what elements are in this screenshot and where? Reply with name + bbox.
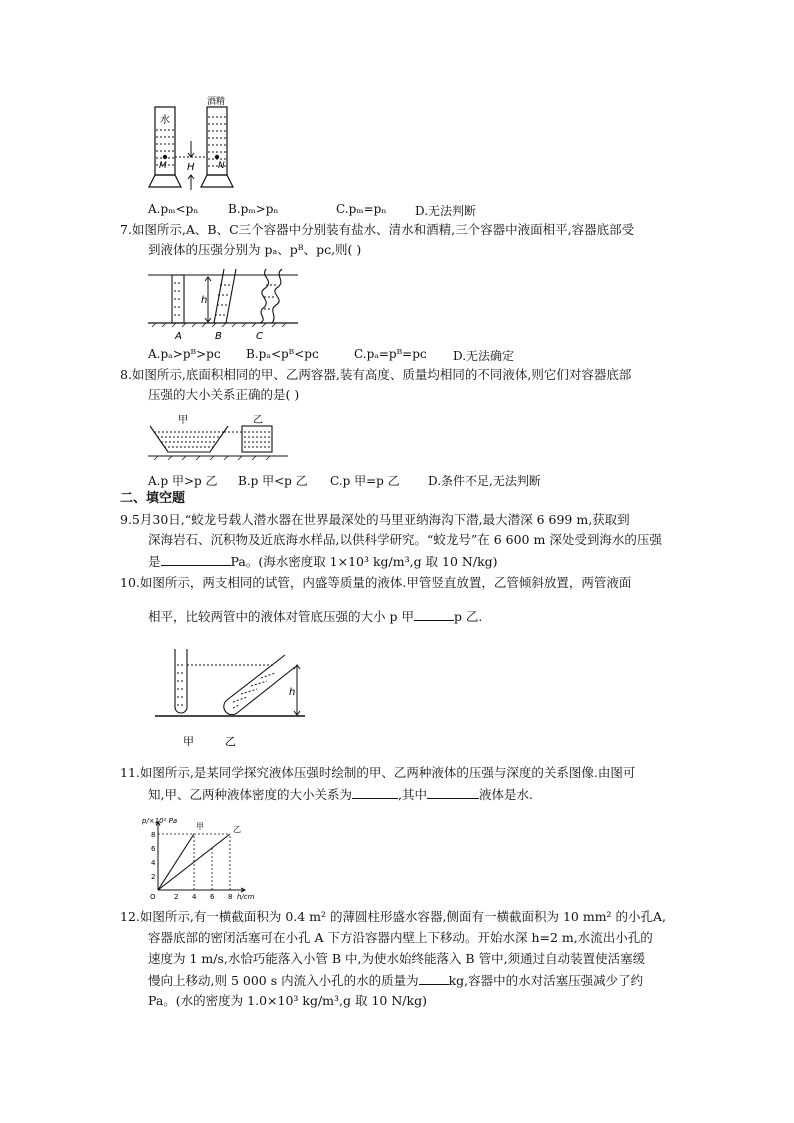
q11-answer-blank-2[interactable] [427, 786, 479, 799]
q11-text-c: 液体是水. [478, 787, 533, 802]
q8-option-c[interactable]: C.p 甲=p 乙 [330, 474, 400, 488]
y-tick-label: 4 [151, 859, 156, 867]
series-label-jia: 甲 [196, 822, 204, 831]
q8-stem-line1: 8.如图所示,底面积相同的甲、乙两容器,装有高度、质量均相同的不同液体,则它们对容器底部 [120, 367, 632, 382]
q10-label-h: h [289, 687, 296, 698]
q9-text-a: 是 [148, 554, 161, 569]
q10-label-jia: 甲 [183, 735, 194, 748]
section-title-fill-in: 二、填空题 [120, 491, 186, 506]
q7-option-d[interactable]: D.无法确定 [453, 349, 515, 363]
q7-label-c: C [256, 331, 263, 342]
q11-stem-line2 [148, 786, 533, 803]
q9-answer-blank[interactable] [161, 553, 231, 566]
q12-stem-line5: Pa。(水的密度为 1.0×10³ kg/m³,g 取 10 N/kg) [148, 993, 427, 1008]
q12-stem-line3: 速度为 1 m/s,水恰巧能落入小管 B 中,为使水始终能落入 B 管中,须通过自动装置使活塞缓 [148, 951, 646, 966]
q6-option-b[interactable]: B.pₘ>pₙ [228, 202, 279, 216]
q8-stem-line2: 压强的大小关系正确的是( ) [148, 387, 300, 402]
q6-option-d[interactable]: D.无法判断 [415, 204, 477, 218]
label-m: M [159, 161, 167, 171]
q6-option-a[interactable]: A.pₘ<pₙ [148, 202, 199, 216]
x-tick-label: 6 [210, 893, 215, 901]
q12-answer-blank-1[interactable] [419, 972, 449, 985]
q7-option-a[interactable]: A.pₐ>pᴮ>pᴄ [148, 347, 221, 361]
q10-label-yi: 乙 [225, 735, 236, 748]
y-tick-label: 8 [151, 831, 156, 839]
q11-text-b: ,其中 [397, 787, 427, 802]
q7-option-c[interactable]: C.pₐ=pᴮ=pᴄ [354, 347, 427, 361]
x-tick-label: 8 [228, 893, 233, 901]
q12-stem-line4 [148, 972, 643, 989]
q7-stem-line2: 到液体的压强分别为 pₐ、pᴮ、pᴄ,则( ) [148, 242, 362, 257]
q8-label-jia: 甲 [178, 415, 188, 426]
series-label-yi: 乙 [233, 824, 241, 834]
q12-stem-line1: 12.如图所示,有一横截面积为 0.4 m² 的薄圆柱形盛水容器,侧面有一横截面积为 10 mm² 的小孔A, [120, 909, 667, 924]
q12-text-a: 慢向上移动,则 5 000 s 内流入小孔的水的质量为 [148, 973, 419, 988]
q7-option-b[interactable]: B.pₐ<pᴮ<pᴄ [246, 347, 319, 361]
q10-text-a: 相平，比较两管中的液体对管底压强的大小 p 甲 [148, 609, 414, 624]
y-axis-label: p/×10² Pa [142, 817, 178, 825]
q9-text-b: Pa。(海水密度取 1×10³ kg/m³,g 取 10 N/kg) [230, 554, 498, 569]
figure-q10-test-tubes [155, 645, 315, 750]
figure-q6-cylinders [145, 95, 245, 195]
x-tick-label: O [150, 893, 156, 901]
series-line-jia [158, 834, 194, 890]
figure-q7-containers [148, 265, 298, 343]
x-axis-label: h/cm [237, 893, 255, 901]
q7-label-a: A [175, 331, 182, 342]
figure-q8-containers [148, 412, 298, 462]
q8-option-d[interactable]: D.条件不足,无法判断 [428, 474, 541, 488]
label-h-big: H [187, 162, 195, 173]
q9-stem-line1: 9.5月30日,“蛟龙号载人潜水器在世界最深处的马里亚纳海沟下潜,最大潜深 6 699 m,获取到 [120, 512, 630, 527]
q7-stem-line1: 7.如图所示,A、B、C三个容器中分别装有盐水、清水和酒精,三个容器中液面相平,容器底部受 [120, 222, 635, 237]
q8-label-yi: 乙 [253, 415, 263, 426]
x-tick-label: 4 [192, 893, 197, 901]
x-tick-label: 2 [174, 893, 179, 901]
q8-option-b[interactable]: B.p 甲<p 乙 [238, 474, 308, 488]
q9-stem-line3 [148, 553, 498, 570]
q12-stem-line2: 容器底部的密闭活塞可在小孔 A 下方沿容器内壁上下移动。开始水深 h=2 m,水流出小孔的 [148, 930, 653, 945]
q7-label-b: B [215, 331, 222, 342]
q10-stem-line1: 10.如图所示，两支相同的试管，内盛等质量的液体.甲管竖直放置，乙管倾斜放置，两管液面 [120, 575, 632, 590]
y-tick-label: 2 [151, 873, 156, 881]
q11-stem-line1: 11.如图所示,是某同学探究液体压强时绘制的甲、乙两种液体的压强与深度的关系图像.由图可 [120, 765, 636, 780]
q10-text-b: p 乙. [453, 609, 483, 624]
q11-text-a: 知,甲、乙两种液体密度的大小关系为 [148, 787, 352, 802]
label-alcohol: 酒精 [207, 97, 226, 107]
label-n: N [218, 161, 225, 171]
q10-answer-blank[interactable] [414, 608, 454, 621]
q9-stem-line2: 深海岩石、沉积物及近底海水样品,以供科学研究。“蛟龙号”在 6 600 m 深处受到海水的压强 [148, 532, 662, 547]
q6-option-c[interactable]: C.pₘ=pₙ [336, 202, 387, 216]
q10-stem-line2 [148, 608, 482, 625]
q8-option-a[interactable]: A.p 甲>p 乙 [148, 474, 218, 488]
y-tick-label: 6 [151, 845, 156, 853]
chart-q11-pressure-depth [140, 815, 255, 905]
q12-text-b: kg,容器中的水对活塞压强减少了约 [448, 973, 644, 988]
q7-label-h: h [201, 295, 208, 306]
label-water: 水 [160, 115, 170, 126]
q11-answer-blank-1[interactable] [352, 786, 398, 799]
